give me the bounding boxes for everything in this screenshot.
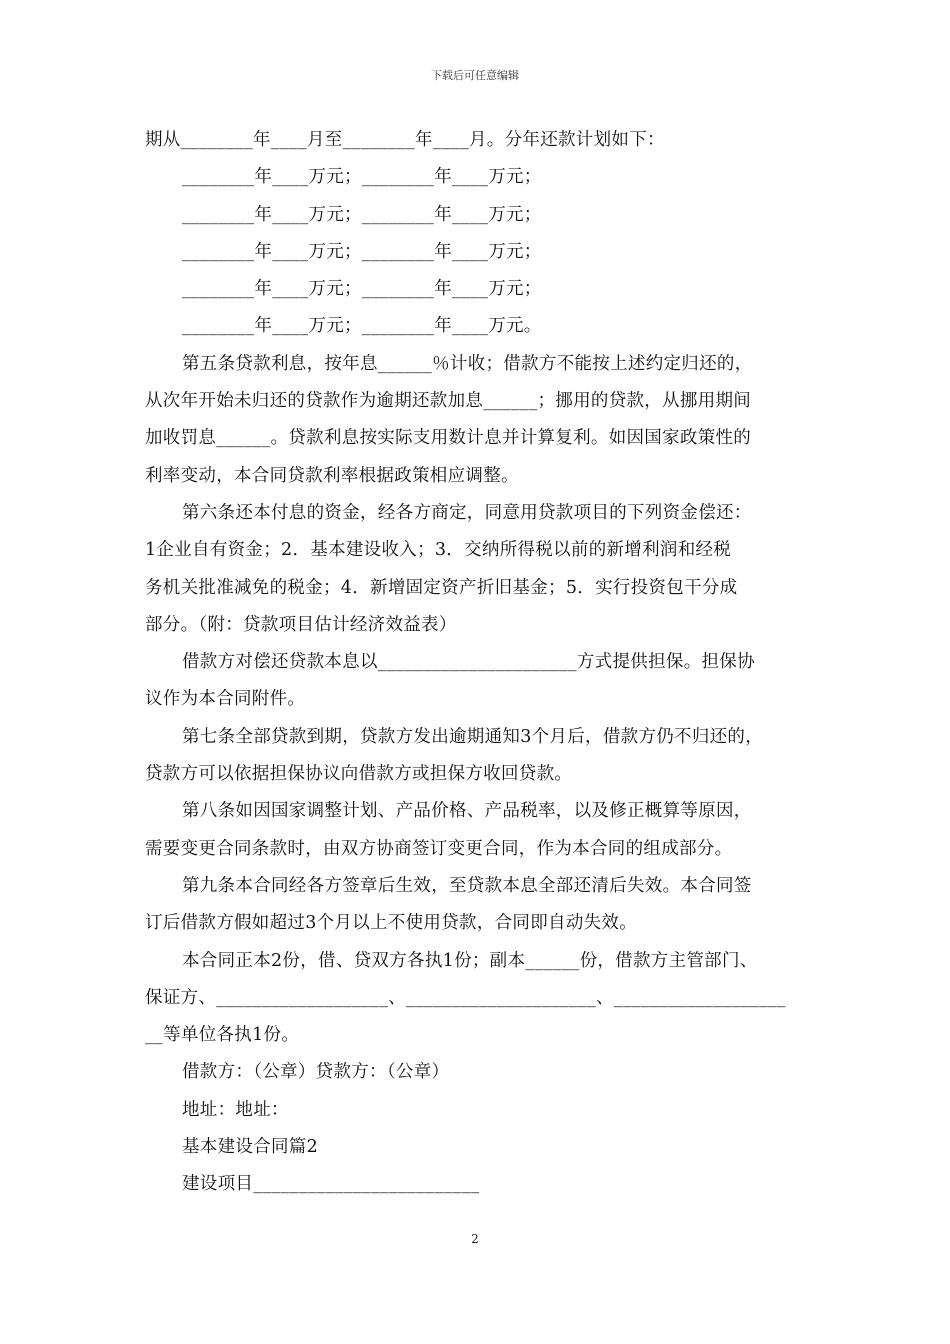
paragraph-line: __等单位各执1份。	[145, 1025, 300, 1046]
paragraph-line: 建设项目_________________________	[182, 1174, 480, 1195]
paragraph-line: 第六条还本付息的资金，经各方商定，同意用贷款项目的下列资金偿还：	[182, 502, 752, 523]
page-number: 2	[471, 1232, 479, 1246]
paragraph-line: 第七条全部贷款到期，贷款方发出逾期通知3个月后，借款方仍不归还的，	[182, 726, 764, 747]
paragraph-line: 借款方对偿还贷款本息以______________________方式提供担保。担保协	[182, 652, 755, 673]
paragraph-line: 需要变更合同条款时，由双方协商签订变更合同，作为本合同的组成部分。	[145, 838, 733, 859]
paragraph-line: 务机关批准减免的税金；4．新增固定资产折旧基金；5．实行投资包干分成	[145, 577, 738, 598]
paragraph-line: 第八条如因国家调整计划、产品价格、产品税率，以及修正概算等原因，	[182, 801, 752, 822]
document-body	[145, 122, 813, 1204]
paragraph-line: 保证方、___________________、_____________________、___________________	[145, 987, 786, 1008]
paragraph-line: ________年____万元；________年____万元；	[182, 279, 542, 300]
paragraph-line: 部分。（附：贷款项目估计经济效益表）	[145, 614, 457, 635]
paragraph-line: 本合同正本2份，借、贷双方各执1份；副本______份，借款方主管部门、	[182, 950, 758, 971]
paragraph-line: ________年____万元；________年____万元。	[182, 316, 542, 337]
paragraph-line: ________年____万元；________年____万元；	[182, 241, 542, 262]
paragraph-line: 第五条贷款利息，按年息______％计收；借款方不能按上述约定归还的，	[182, 353, 753, 374]
paragraph-line: 议作为本合同附件。	[145, 689, 306, 710]
paragraph-line: 订后借款方假如超过3个月以上不使用贷款，合同即自动失效。	[145, 913, 638, 934]
page-header: 下载后可任意编辑	[431, 69, 519, 82]
paragraph-line: 基本建设合同篇2	[182, 1137, 319, 1158]
paragraph-line: 加收罚息______。贷款利息按实际支用数计息并计算复利。如因国家政策性的	[145, 428, 752, 449]
paragraph-line: 1企业自有资金；2．基本建设收入；3．交纳所得税以前的新增利润和经税	[145, 540, 732, 561]
paragraph-line: 贷款方可以依据担保协议向借款方或担保方收回贷款。	[145, 764, 573, 785]
paragraph-line: ________年____万元；________年____万元；	[182, 204, 542, 225]
paragraph-line: 从次年开始未归还的贷款作为逾期还款加息______；挪用的贷款，从挪用期间	[145, 391, 752, 412]
paragraph-line: 利率变动，本合同贷款利率根据政策相应调整。	[145, 465, 519, 486]
paragraph-line: ________年____万元；________年____万元；	[182, 167, 542, 188]
paragraph-line: 期从________年____月至________年____月。分年还款计划如下：	[145, 130, 665, 150]
paragraph-line: 第九条本合同经各方签章后生效，至贷款本息全部还清后失效。本合同签	[182, 875, 752, 896]
paragraph-line: 借款方：（公章）贷款方：（公章）	[182, 1062, 450, 1083]
paragraph-line: 地址：地址：	[182, 1099, 289, 1120]
